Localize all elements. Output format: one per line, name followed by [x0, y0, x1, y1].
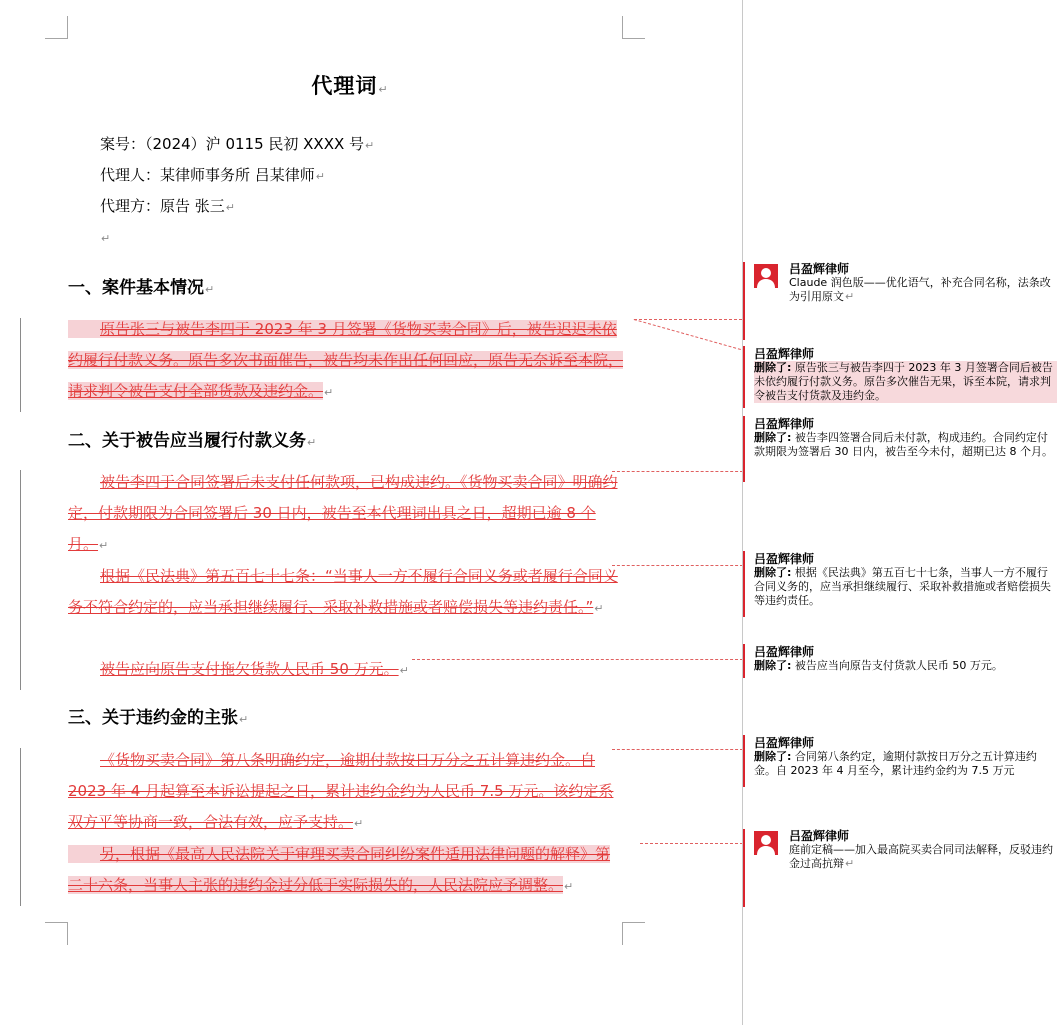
deletion-text: 删除了: 根据《民法典》第五百七十七条，当事人一方不履行合同义务的，应当承担继续履行、采取补救措施或者赔偿损失等违约责任。	[754, 566, 1051, 607]
crop-mark-bottom-left	[45, 922, 68, 945]
paragraph-payment-claim[interactable]: 被告应向原告支付拖欠货款人民币 50 万元。↵	[68, 654, 623, 686]
change-bar	[20, 318, 21, 412]
user-avatar-icon	[754, 831, 778, 855]
crop-mark-top-left	[45, 16, 68, 39]
change-bar	[20, 470, 21, 690]
deletion-author: 吕盈辉律师	[754, 552, 815, 566]
deletion-balloon[interactable]	[743, 735, 1057, 787]
deletion-leader-line	[612, 471, 743, 472]
deletion-balloon[interactable]	[743, 346, 1057, 408]
tracked-change-text: 《货物买卖合同》第八条明确约定，逾期付款按日万分之五计算违约金。自 2023 年 4 月起算至本诉讼提起之日，累计违约金约为人民币 7.5 万元。该约定系双方平等协商一致，合法有效，应予支持。	[68, 751, 614, 831]
tracked-change-text: 另，根据《最高人民法院关于审理买卖合同纠纷案件适用法律问题的解释》第二十六条，当事人主张的违约金过分低于实际损失的，人民法院应予调整。	[68, 845, 611, 894]
deletion-balloon[interactable]	[743, 416, 1057, 482]
deletion-leader-line	[612, 565, 743, 566]
deletion-text: 删除了: 原告张三与被告李四于 2023 年 3 月签署合同后被告未依约履行付款义务。原告多次催告无果，诉至本院，请求判令被告支付货款及违约金。	[754, 361, 1057, 403]
change-bar	[20, 748, 21, 906]
comment-author: 吕盈辉律师	[789, 262, 850, 276]
deletion-author: 吕盈辉律师	[754, 645, 815, 659]
deletion-text: 删除了: 被告应当向原告支付货款人民币 50 万元。	[754, 659, 1003, 672]
deletion-balloon[interactable]	[743, 644, 1057, 678]
comment-author: 吕盈辉律师	[789, 829, 850, 843]
deletion-leader-line	[412, 659, 743, 660]
tracked-change-text: 被告李四于合同签署后未支付任何款项，已构成违约。《货物买卖合同》明确约定，付款期限为合同签署后 30 日内，被告至本代理词出具之日，超期已逾 8 个月。	[68, 473, 618, 553]
deletion-text: 删除了: 被告李四签署合同后未付款，构成违约。合同约定付款期限为签署后 30 日内，被告至今未付，超期已达 8 个月。	[754, 431, 1053, 458]
deletion-balloon[interactable]	[743, 551, 1057, 617]
empty-paragraph[interactable]: ↵	[101, 232, 111, 245]
deletion-author: 吕盈辉律师	[754, 736, 815, 750]
tracked-change-text: 根据《民法典》第五百七十七条：“当事人一方不履行合同义务或者履行合同义务不符合约定的，应当承担继续履行、采取补救措施或者赔偿损失等违约责任。”	[68, 567, 618, 616]
paragraph-interpretation[interactable]: 另，根据《最高人民法院关于审理买卖合同纠纷案件适用法律问题的解释》第二十六条，当事人主张的违约金过分低于实际损失的，人民法院应予调整。↵	[68, 845, 611, 894]
comment-leader-line	[634, 319, 742, 320]
case-number-line[interactable]: 案号：（2024）沪 0115 民初 XXXX 号↵	[100, 135, 375, 153]
paragraph-penalty[interactable]: 《货物买卖合同》第八条明确约定，逾期付款按日万分之五计算违约金。自 2023 年 4 月起算至本诉讼提起之日，累计违约金约为人民币 7.5 万元。该约定系双方平等协商一致，合法有效，应予支持。↵	[68, 751, 614, 831]
tracked-change-text: 原告张三与被告李四于 2023 年 3 月签署《货物买卖合同》后，被告迟迟未依约履行付款义务。原告多次书面催告，被告均未作出任何回应，原告无奈诉至本院，请求判令被告支付全部货款及违约金。	[68, 320, 624, 400]
comment-leader-line	[640, 843, 743, 844]
deletion-leader-line	[634, 319, 746, 351]
paragraph-breach[interactable]: 被告李四于合同签署后未支付任何款项，已构成违约。《货物买卖合同》明确约定，付款期限为合同签署后 30 日内，被告至本代理词出具之日，超期已逾 8 个月。↵	[68, 473, 618, 553]
tracked-change-text: 被告应向原告支付拖欠货款人民币 50 万元。	[100, 660, 399, 678]
user-avatar-icon	[754, 264, 778, 288]
comment-text: Claude 润色版——优化语气，补充合同名称，法条改为引用原文↵	[789, 276, 1051, 303]
section-heading-2[interactable]: 二、关于被告应当履行付款义务↵	[68, 431, 317, 451]
deletion-leader-line	[612, 749, 743, 750]
deletion-author: 吕盈辉律师	[754, 417, 815, 431]
crop-mark-top-right	[622, 16, 645, 39]
section-heading-1[interactable]: 一、案件基本情况↵	[68, 278, 215, 298]
comment-balloon[interactable]	[743, 262, 1057, 340]
section-heading-3[interactable]: 三、关于违约金的主张↵	[68, 708, 249, 728]
agent-line[interactable]: 代理人：某律师事务所 吕某律师↵	[100, 166, 325, 184]
paragraph-case-facts[interactable]: 原告张三与被告李四于 2023 年 3 月签署《货物买卖合同》后，被告迟迟未依约履行付款义务。原告多次书面催告，被告均未作出任何回应，原告无奈诉至本院，请求判令被告支付全部货款及违约金。↵	[68, 320, 624, 400]
document-title[interactable]: 代理词↵	[311, 74, 389, 98]
deletion-text: 删除了: 合同第八条约定，逾期付款按日万分之五计算违约金。自 2023 年 4 月至今，累计违约金约为 7.5 万元	[754, 750, 1037, 777]
crop-mark-bottom-right	[622, 922, 645, 945]
paragraph-civil-code[interactable]: 根据《民法典》第五百七十七条：“当事人一方不履行合同义务或者履行合同义务不符合约定的，应当承担继续履行、采取补救措施或者赔偿损失等违约责任。”↵	[68, 567, 618, 616]
principal-line[interactable]: 代理方：原告 张三↵	[100, 197, 235, 215]
comment-balloon[interactable]	[743, 829, 1057, 907]
comment-text: 庭前定稿——加入最高院买卖合同司法解释，反驳违约金过高抗辩↵	[789, 843, 1053, 870]
deletion-author: 吕盈辉律师	[754, 347, 815, 361]
